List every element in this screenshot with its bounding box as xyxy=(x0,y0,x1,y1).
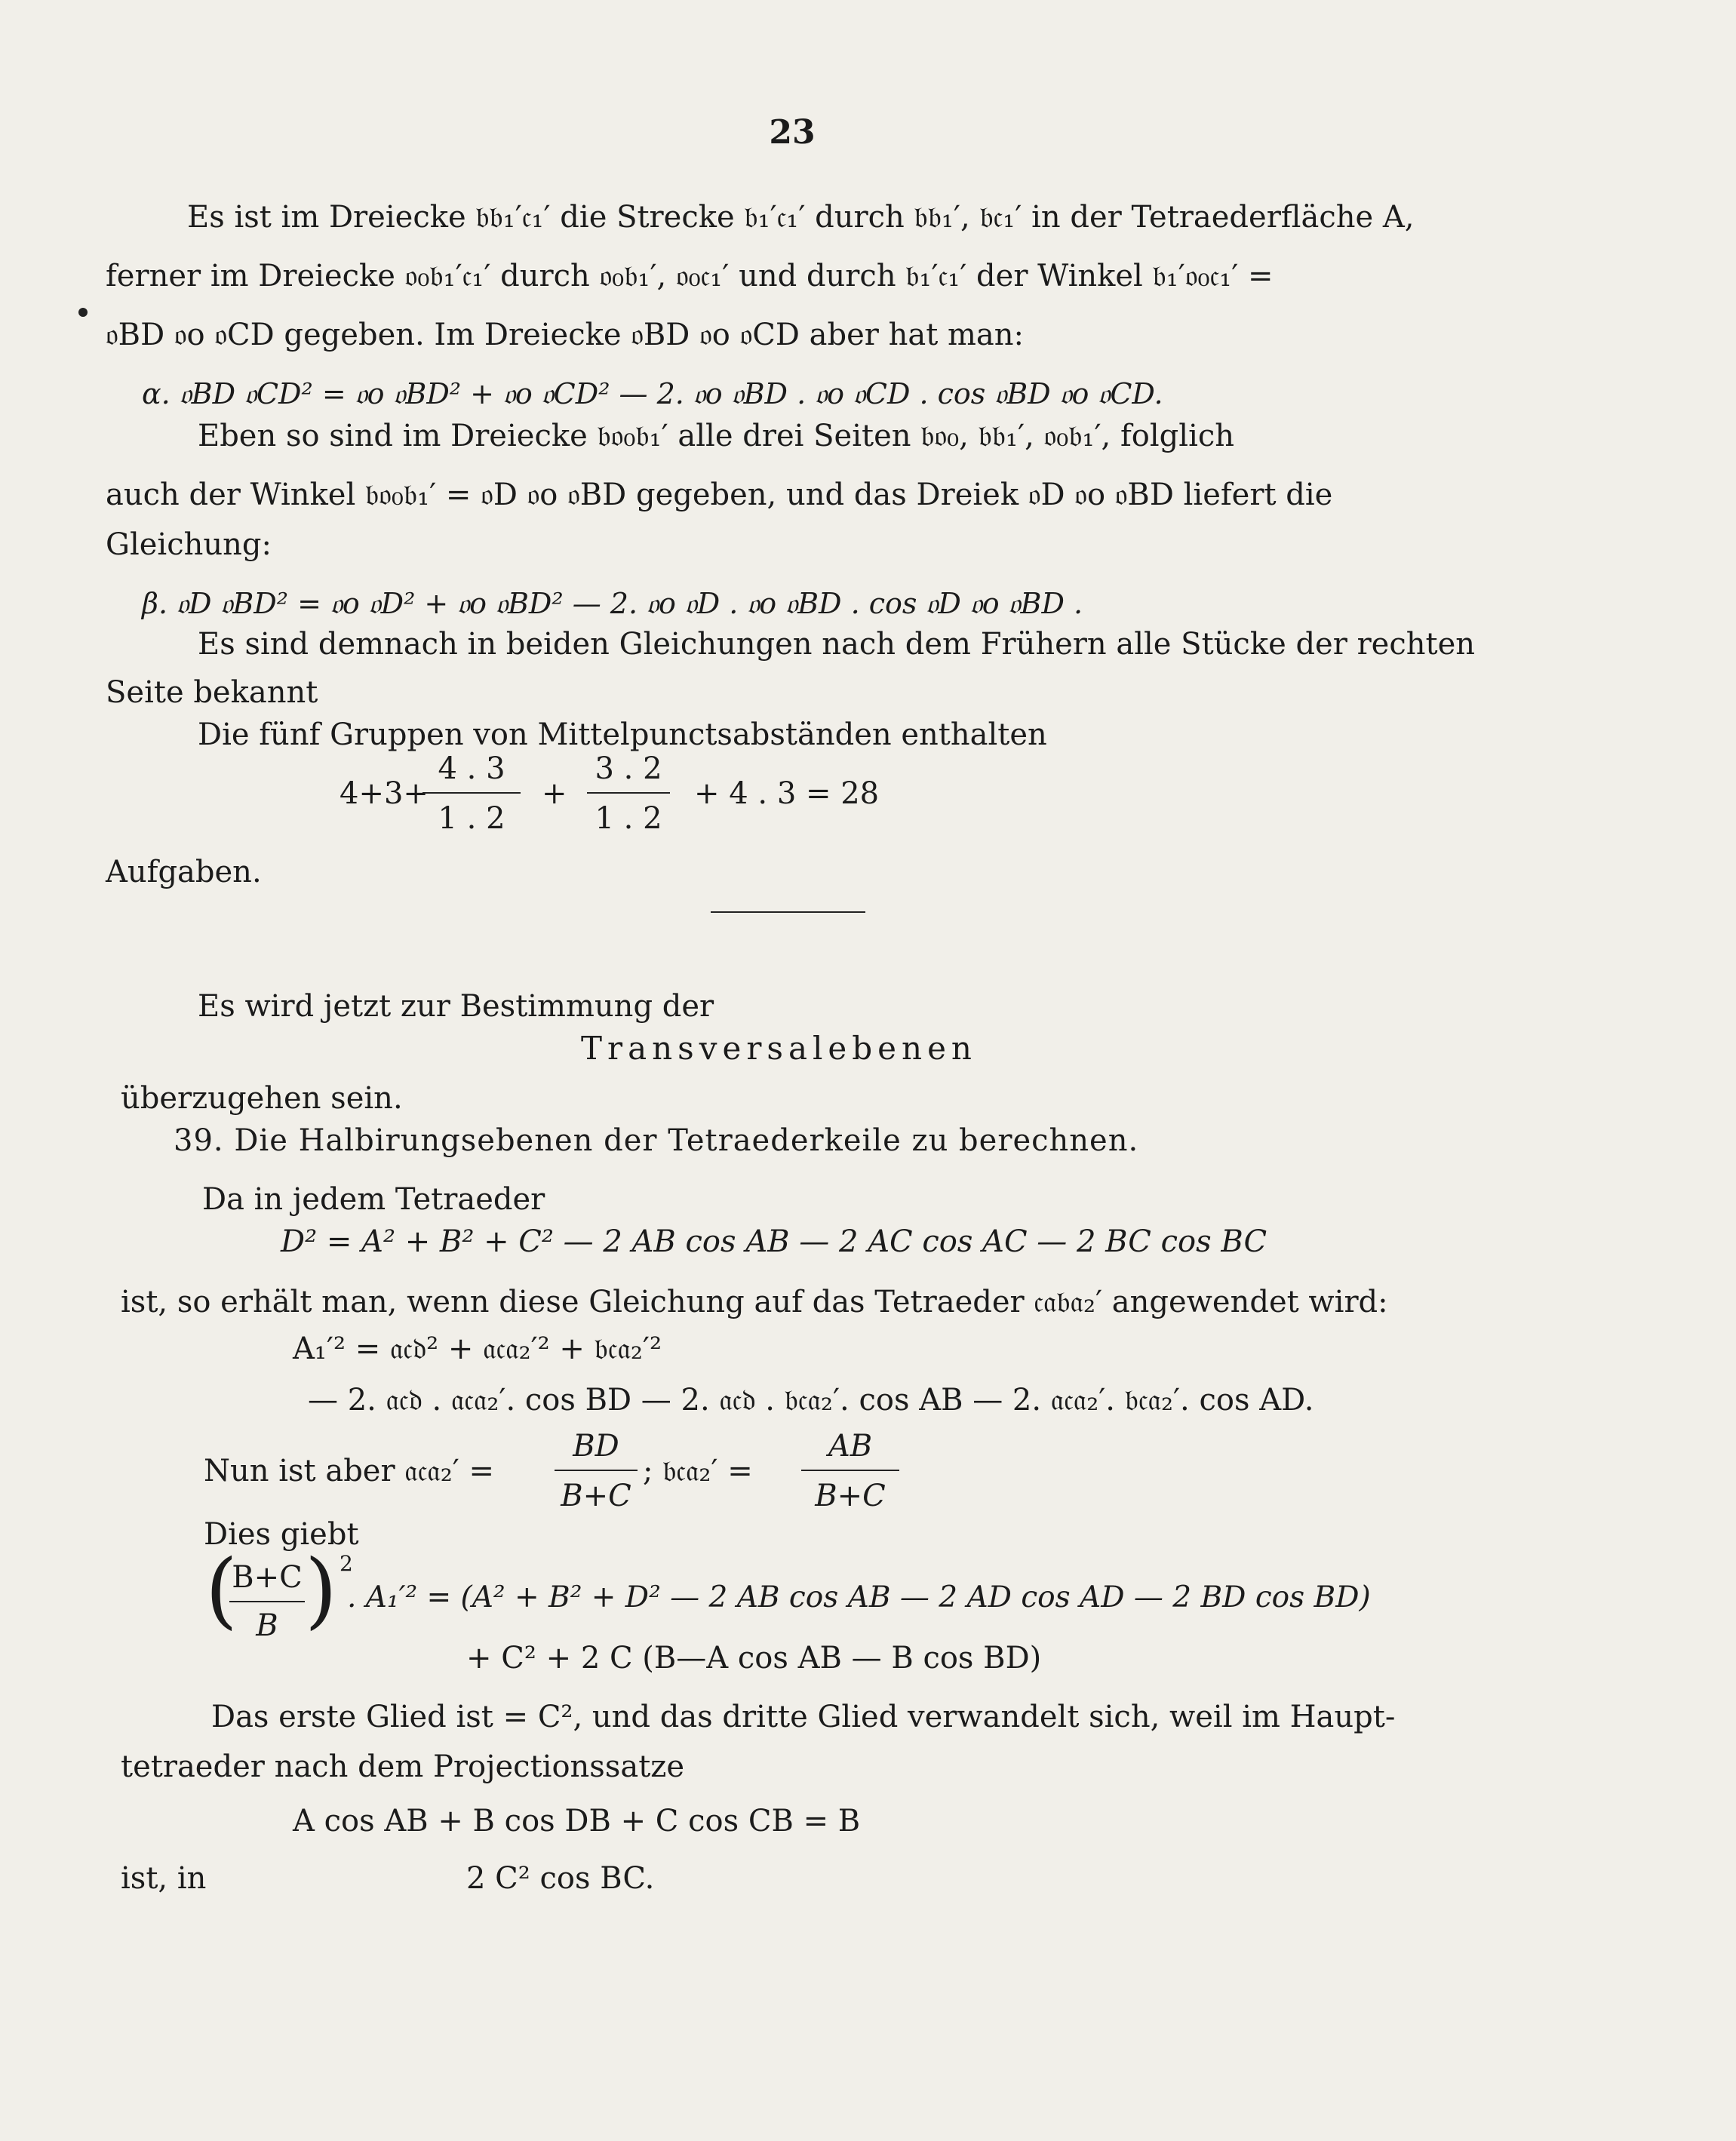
fraction-bar xyxy=(229,1601,305,1602)
big-frac-exponent: 2 xyxy=(340,1551,353,1576)
eq-sum-frac1-num: 4 . 3 xyxy=(438,751,505,786)
eq-sum-plus: + xyxy=(542,776,567,811)
fraction-bar xyxy=(422,792,521,794)
text-line: auch der Winkel 𝔟𝔬₀𝔟₁′ = 𝔬D 𝔬o 𝔬BD gegeben, und das Dreiek 𝔬D 𝔬o 𝔬BD liefert die xyxy=(106,478,1333,512)
print-mark xyxy=(78,308,88,317)
text-line: Es wird jetzt zur Bestimmung der xyxy=(198,989,714,1024)
right-paren: ) xyxy=(305,1541,337,1638)
nun-frac1-num: BD xyxy=(573,1429,619,1464)
section-divider xyxy=(711,911,865,913)
nun-mid: ; 𝔟𝔠𝔞₂′ = xyxy=(643,1454,753,1488)
text-line: Eben so sind im Dreiecke 𝔟𝔬₀𝔟₁′ alle drei Seiten 𝔟𝔬₀, 𝔟𝔟₁′, 𝔬₀𝔟₁′, folglich xyxy=(198,419,1235,453)
spaced-heading: Transversalebenen xyxy=(581,1030,977,1067)
big-frac-num: B+C xyxy=(232,1560,303,1595)
text-line: Dies giebt xyxy=(204,1517,359,1552)
text-line: Die fünf Gruppen von Mittelpunctsabständen enthalten xyxy=(198,717,1047,752)
text-line: ferner im Dreiecke 𝔬₀𝔟₁′𝔠₁′ durch 𝔬₀𝔟₁′, 𝔬₀𝔠₁′ und durch 𝔟₁′𝔠₁′ der Winkel 𝔟₁′𝔬₀𝔠₁′ = xyxy=(106,259,1274,293)
equation-d-squared: D² = A² + B² + C² — 2 AB cos AB — 2 AC cos AC — 2 BC cos BC xyxy=(281,1224,1267,1259)
equation-result: 2 C² cos BC. xyxy=(466,1861,655,1896)
big-eq-line2: + C² + 2 C (B—A cos AB — B cos BD) xyxy=(466,1641,1042,1676)
text-line: überzugehen sein. xyxy=(121,1081,403,1116)
equation-beta: β. 𝔬D 𝔬BD² = 𝔬o 𝔬D² + 𝔬o 𝔬BD² — 2. 𝔬o 𝔬D . 𝔬o 𝔬BD . cos 𝔬D 𝔬o 𝔬BD . xyxy=(142,587,1083,620)
equation-a1-line2: — 2. 𝔞𝔠𝔡 . 𝔞𝔠𝔞₂′. cos BD — 2. 𝔞𝔠𝔡 . 𝔟𝔠𝔞₂′. cos AB — 2. 𝔞𝔠𝔞₂′. 𝔟𝔠𝔞₂′. cos AD. xyxy=(308,1383,1314,1418)
eq-sum-tail: + 4 . 3 = 28 xyxy=(694,776,880,811)
page-number: 23 xyxy=(769,113,816,152)
equation-projection: A cos AB + B cos DB + C cos CB = B xyxy=(293,1804,861,1838)
fraction-bar xyxy=(801,1470,899,1471)
big-eq-rhs: . A₁′² = (A² + B² + D² — 2 AB cos AB — 2 AD cos AD — 2 BD cos BD) xyxy=(347,1580,1371,1614)
nun-frac1-den: B+C xyxy=(561,1479,631,1513)
text-line: Es ist im Dreiecke 𝔟𝔟₁′𝔠₁′ die Strecke 𝔟₁′𝔠₁′ durch 𝔟𝔟₁′, 𝔟𝔠₁′ in der Tetraederfläche A, xyxy=(187,200,1415,235)
nun-frac2-num: AB xyxy=(828,1429,873,1464)
text-line: Es sind demnach in beiden Gleichungen nach dem Frühern alle Stücke der rechten xyxy=(198,627,1476,662)
eq-sum-frac1-den: 1 . 2 xyxy=(438,801,505,836)
text-line: Das erste Glied ist = C², und das dritte Glied verwandelt sich, weil im Haupt- xyxy=(211,1700,1396,1734)
equation-alpha: α. 𝔬BD 𝔬CD² = 𝔬o 𝔬BD² + 𝔬o 𝔬CD² — 2. 𝔬o 𝔬BD . 𝔬o 𝔬CD . cos 𝔬BD 𝔬o 𝔬CD. xyxy=(142,377,1163,410)
equation-a1-line1: A₁′² = 𝔞𝔠𝔡² + 𝔞𝔠𝔞₂′² + 𝔟𝔠𝔞₂′² xyxy=(293,1332,662,1366)
nun-lead: Nun ist aber 𝔞𝔠𝔞₂′ = xyxy=(204,1454,495,1488)
text-line: 𝔬BD 𝔬o 𝔬CD gegeben. Im Dreiecke 𝔬BD 𝔬o 𝔬CD aber hat man: xyxy=(106,318,1025,352)
text-line: Gleichung: xyxy=(106,527,272,562)
eq-sum-frac2-den: 1 . 2 xyxy=(595,801,662,836)
text-line: Seite bekannt xyxy=(106,675,318,710)
text-line: tetraeder nach dem Projectionssatze xyxy=(121,1749,685,1784)
text-line: Da in jedem Tetraeder xyxy=(202,1182,545,1217)
fraction-bar xyxy=(587,792,670,794)
problem-39: 39. Die Halbirungsebenen der Tetraederkeile zu berechnen. xyxy=(174,1123,1139,1158)
section-aufgaben: Aufgaben. xyxy=(106,855,262,889)
nun-frac2-den: B+C xyxy=(815,1479,886,1513)
big-frac-den: B xyxy=(256,1608,278,1643)
eq-sum-lead: 4+3+ xyxy=(340,776,429,811)
text-line: ist, in xyxy=(121,1861,207,1896)
left-paren: ( xyxy=(205,1541,238,1638)
text-line: ist, so erhält man, wenn diese Gleichung auf das Tetraeder 𝔠𝔞𝔟𝔞₂′ angewendet wird: xyxy=(121,1285,1388,1319)
fraction-bar xyxy=(555,1470,638,1471)
eq-sum-frac2-num: 3 . 2 xyxy=(595,751,662,786)
